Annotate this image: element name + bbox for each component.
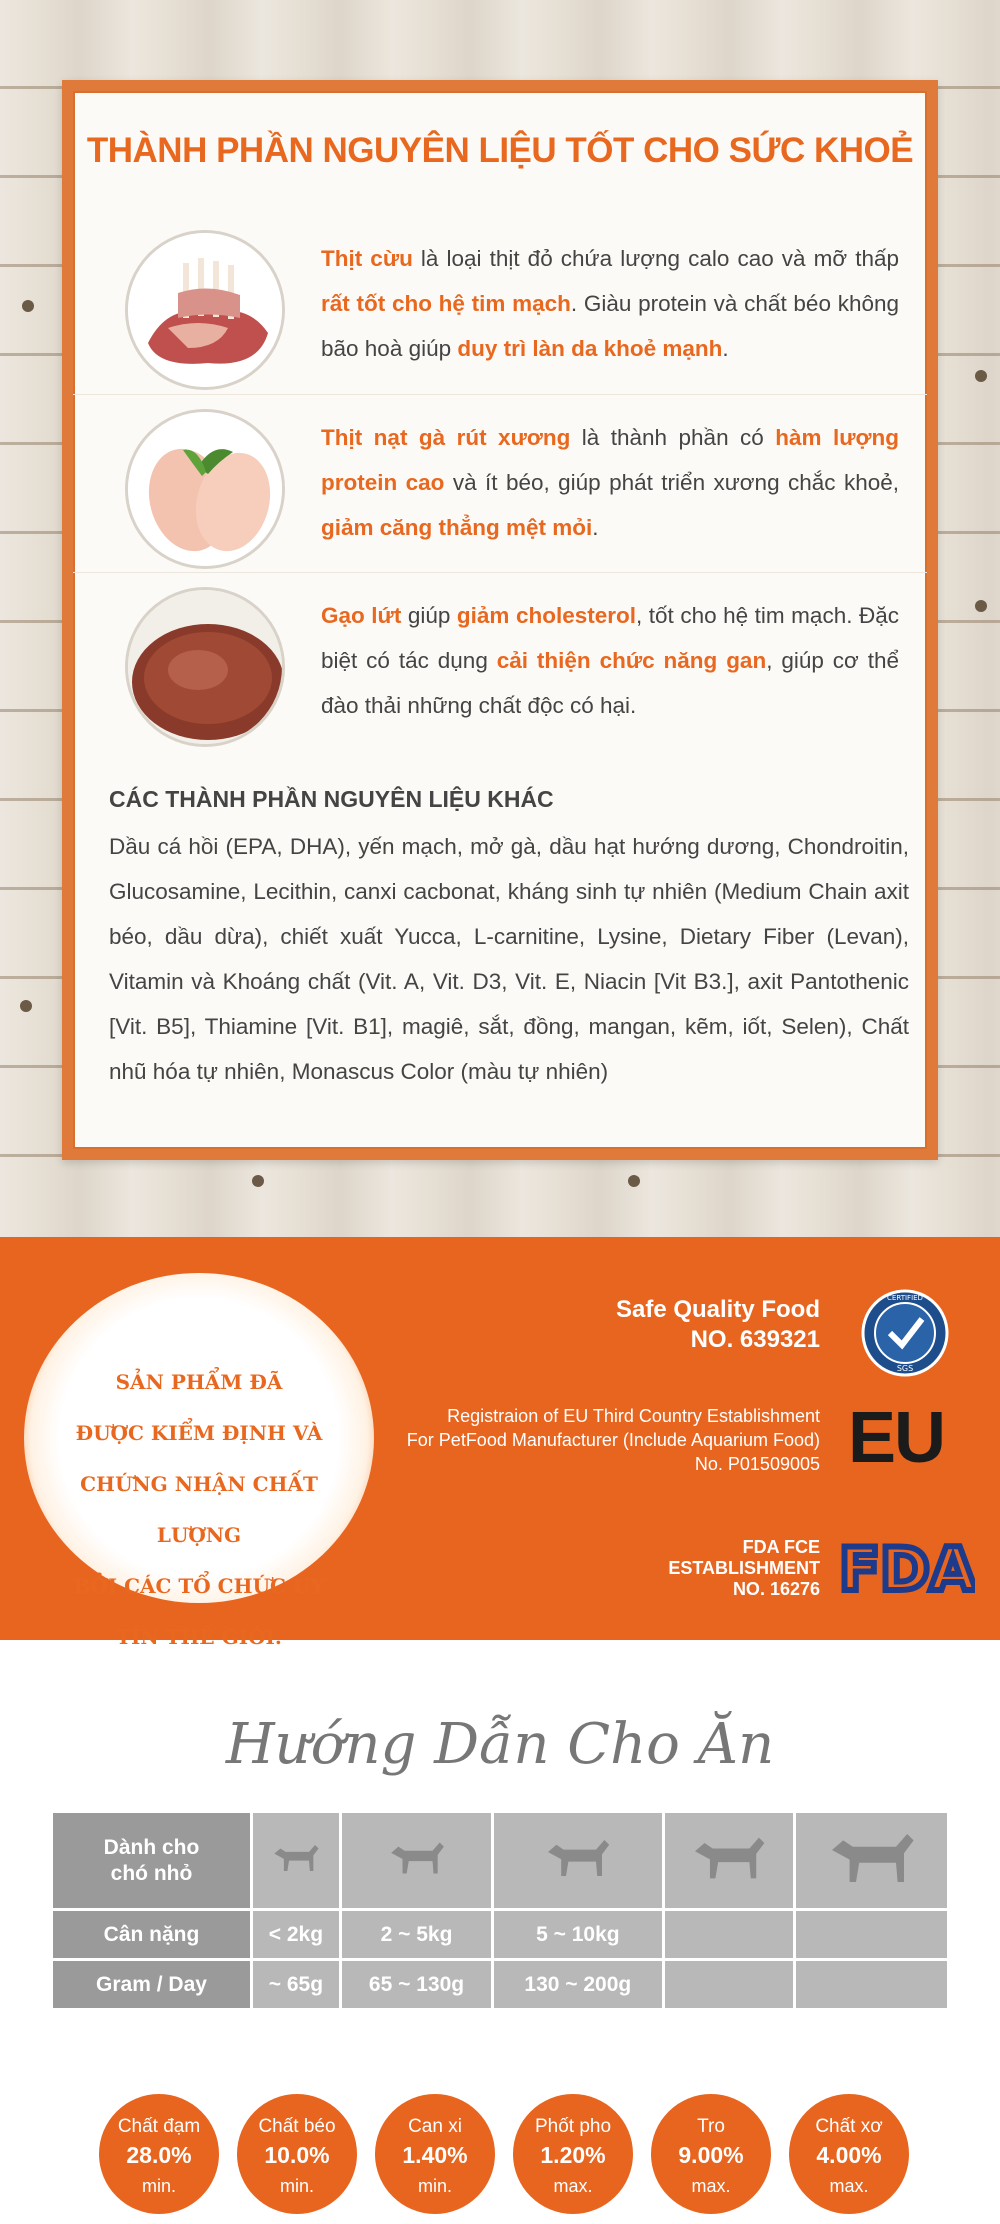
eu-registration: Registraion of EU Third Country Establishment For PetFood Manufacturer (Include Aquarium Food) No. P01509005 bbox=[406, 1406, 820, 1474]
weight-cell: 2 ~ 5kg bbox=[340, 1910, 492, 1960]
nutrition-fat: Chất béo 10.0% min. bbox=[237, 2094, 357, 2214]
highlight-text: duy trì làn da khoẻ mạnh bbox=[457, 336, 723, 361]
table-row bbox=[52, 1960, 949, 2010]
nutrition-protein: Chất đạm 28.0% min. bbox=[99, 2094, 219, 2214]
nutrition-ash: Tro 9.00% max. bbox=[651, 2094, 771, 2214]
ingredient-row bbox=[73, 394, 927, 572]
fda-registration: FDA FCE ESTABLISHMENT NO. 16276 bbox=[668, 1537, 820, 1599]
quality-badge bbox=[24, 1273, 374, 1649]
gram-row-label: Gram / Day bbox=[52, 1960, 252, 2010]
chicken-breast-icon bbox=[125, 409, 285, 569]
table-row bbox=[52, 1910, 949, 1960]
fda-logo bbox=[835, 1532, 975, 1607]
weight-cell: 5 ~ 10kg bbox=[493, 1910, 663, 1960]
sgs-certified-icon bbox=[860, 1285, 950, 1386]
lamb-meat-icon bbox=[125, 230, 285, 390]
gram-cell: 130 ~ 200g bbox=[493, 1960, 663, 2010]
dog-size-2-icon bbox=[340, 1812, 492, 1910]
svg-text:FDA: FDA bbox=[839, 1535, 975, 1602]
svg-text:CERTIFIED: CERTIFIED bbox=[887, 1294, 923, 1302]
highlight-text: cải thiện chức năng gan bbox=[496, 648, 767, 673]
body-text: , giúp cơ thể đào thải những chất độc có hại. bbox=[321, 648, 899, 718]
body-text: giúp bbox=[401, 603, 457, 628]
other-ingredients-text: Dầu cá hồi (EPA, DHA), yến mạch, mở gà, dầu hạt hướng dương, Chondroitin, Glucosamine, Lecithin, canxi cacbonat, kháng sinh tự nhiên (Medium Chain axit béo, dầu dừa), chiết xuất Yucca, L-carnitine, Lysine, Dietary Fiber (Levan), Vitamin và Khoáng chất (Vit. A, Vit. D3, Vit. E, Niacin [Vit B3.], axit Pantothenic [Vit. B5], Thiamine [Vit. B1], magiê, sắt, đồng, mangan, kẽm, iốt, Selen), Chất nhũ hóa tự nhiên, Monascus Color (màu tự nhiên) bbox=[109, 834, 909, 1084]
body-text: . bbox=[722, 336, 729, 361]
gram-cell bbox=[663, 1960, 795, 2010]
gram-cell bbox=[795, 1960, 949, 2010]
other-ingredients-title: CÁC THÀNH PHẦN NGUYÊN LIỆU KHÁC bbox=[109, 786, 554, 812]
highlight-text: Thịt cừu bbox=[321, 246, 413, 271]
card-title: THÀNH PHẦN NGUYÊN LIỆU TỐT CHO SỨC KHOẺ bbox=[86, 131, 914, 170]
wood-knot bbox=[975, 600, 987, 612]
dog-size-4-icon bbox=[663, 1812, 795, 1910]
dog-size-1-icon bbox=[252, 1812, 341, 1910]
dog-size-header: Dành cho chó nhỏ bbox=[52, 1812, 252, 1910]
weight-row-label: Cân nặng bbox=[52, 1910, 252, 1960]
ingredients-card bbox=[62, 80, 938, 1160]
highlight-text: hàm lượng protein cao bbox=[321, 425, 899, 495]
highlight-text: Thịt nạt gà rút xương bbox=[321, 425, 571, 450]
ingredient-description bbox=[321, 593, 899, 728]
ingredient-row bbox=[73, 216, 927, 394]
body-text: . Giàu protein và chất béo không bão hoà giúp bbox=[321, 291, 899, 361]
ingredient-row bbox=[73, 572, 927, 750]
highlight-text: rất tốt cho hệ tim mạch bbox=[321, 291, 571, 316]
body-text: , tốt cho hệ tim mạch. Đặc biệt có tác dụng bbox=[321, 603, 899, 673]
gram-cell: ~ 65g bbox=[252, 1960, 341, 2010]
body-text: là loại thịt đỏ chứa lượng calo cao và mỡ thấp bbox=[412, 246, 899, 271]
ingredient-description bbox=[321, 415, 899, 550]
wood-knot bbox=[22, 300, 34, 312]
quality-badge-text: SẢN PHẨM ĐÃ ĐƯỢC KIỂM ĐỊNH VÀ CHỨNG NHẬN CHẤT LƯỢNG BỞI CÁC TỔ CHỨC UY TÍN THẾ GIỚI. bbox=[73, 1370, 325, 1649]
certification-band bbox=[0, 1237, 1000, 1649]
eu-logo: EU bbox=[848, 1398, 945, 1478]
nutrition-calcium: Can xi 1.40% min. bbox=[375, 2094, 495, 2214]
nutrition-fiber: Chất xơ 4.00% max. bbox=[789, 2094, 909, 2214]
highlight-text: giảm căng thẳng mệt mỏi bbox=[321, 515, 593, 540]
brown-rice-icon bbox=[125, 587, 285, 747]
wood-knot bbox=[975, 370, 987, 382]
body-text: và ít béo, giúp phát triển xương chắc khoẻ, bbox=[444, 470, 899, 495]
dog-size-5-icon bbox=[795, 1812, 949, 1910]
weight-cell bbox=[663, 1910, 795, 1960]
wood-knot bbox=[628, 1175, 640, 1187]
dog-size-3-icon bbox=[493, 1812, 663, 1910]
ingredient-description bbox=[321, 236, 899, 371]
nutrition-phosphorus: Phốt pho 1.20% max. bbox=[513, 2094, 633, 2214]
highlight-text: giảm cholesterol bbox=[456, 603, 636, 628]
gram-cell: 65 ~ 130g bbox=[340, 1960, 492, 2010]
sqf-certificate: Safe Quality Food NO. 639321 bbox=[615, 1296, 820, 1353]
svg-text:SGS: SGS bbox=[896, 1364, 914, 1373]
feeding-guide-table bbox=[50, 1810, 950, 2011]
weight-cell bbox=[795, 1910, 949, 1960]
body-text: là thành phần có bbox=[570, 425, 776, 450]
weight-cell: < 2kg bbox=[252, 1910, 341, 1960]
feeding-guide-title: Hướng Dẫn Cho Ăn bbox=[225, 1712, 775, 1777]
wood-knot bbox=[20, 1000, 32, 1012]
wood-knot bbox=[252, 1175, 264, 1187]
highlight-text: Gạo lứt bbox=[321, 603, 402, 628]
body-text: . bbox=[592, 515, 599, 540]
table-row bbox=[52, 1812, 949, 1910]
